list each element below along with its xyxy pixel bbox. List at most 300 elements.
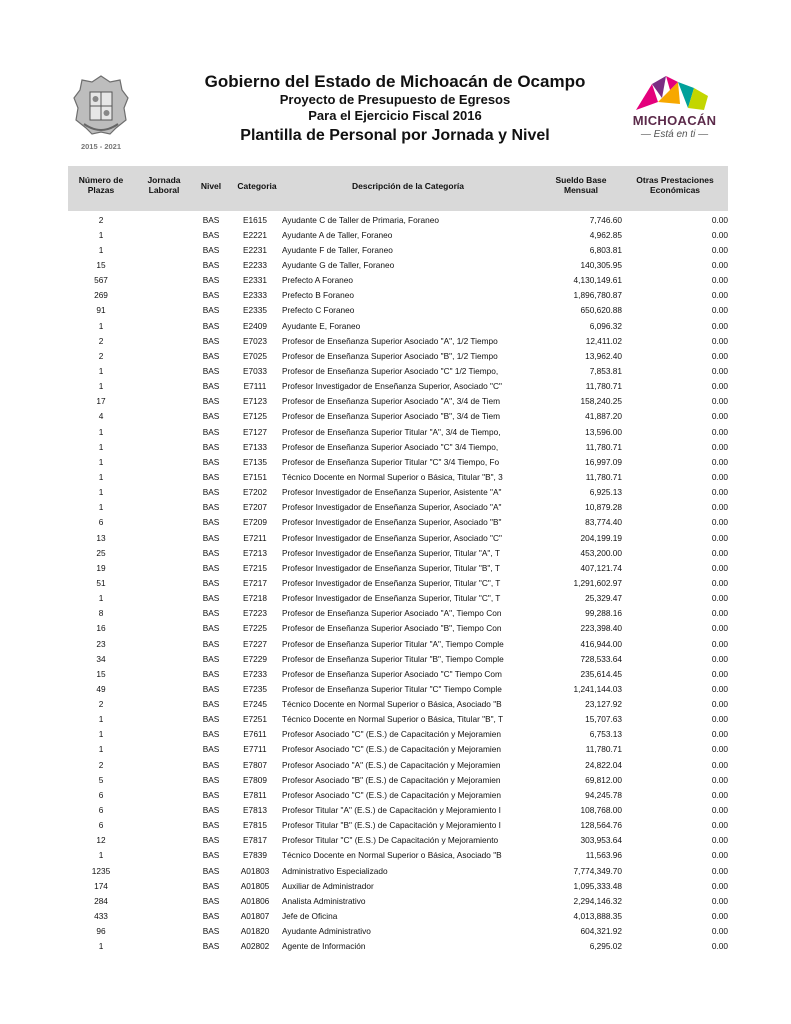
- cell-descripcion: Profesor de Enseñanza Superior Asociado "A", 3/4 de Tiem: [282, 396, 501, 407]
- cell-plazas: 8: [98, 608, 104, 619]
- cell-descripcion: Ayudante C de Taller de Primaria, Foraneo: [282, 214, 439, 225]
- table-row: [68, 515, 728, 530]
- cell-nivel: BAS: [202, 789, 220, 800]
- cell-jornada: [134, 379, 194, 394]
- column-header-sueldo: Sueldo Base Mensual: [555, 175, 607, 195]
- cell-sueldo: 10,879.28: [585, 502, 622, 513]
- column-header-jornada: Jornada Laboral: [147, 175, 181, 195]
- cell-otras: 0.00: [711, 789, 728, 800]
- cell-categoria: E7229: [243, 653, 267, 664]
- cell-descripcion: Auxiliar de Administrador: [282, 880, 374, 891]
- cell-categoria: E7215: [243, 562, 267, 573]
- cell-plazas: 13: [96, 532, 106, 543]
- cell-otras: 0.00: [711, 926, 728, 937]
- cell-otras: 0.00: [711, 683, 728, 694]
- table-row: [68, 606, 728, 621]
- table-row: [68, 439, 728, 454]
- cell-jornada: [134, 500, 194, 515]
- cell-plazas: 15: [96, 259, 106, 270]
- cell-nivel: BAS: [202, 759, 220, 770]
- cell-jornada: [134, 727, 194, 742]
- cell-jornada: [134, 545, 194, 560]
- cell-descripcion: Profesor Titular "B" (E.S.) de Capacitación y Mejoramiento I: [282, 820, 501, 831]
- cell-plazas: 284: [94, 895, 108, 906]
- cell-sueldo: 140,305.95: [580, 259, 622, 270]
- table-row: [68, 454, 728, 469]
- logo-text: MICHOACÁN: [632, 113, 717, 128]
- cell-sueldo: 25,329.47: [585, 593, 622, 604]
- cell-nivel: BAS: [202, 683, 220, 694]
- cell-plazas: 1: [98, 744, 104, 755]
- cell-sueldo: 7,853.81: [589, 365, 622, 376]
- cell-otras: 0.00: [711, 259, 728, 270]
- cell-nivel: BAS: [202, 396, 220, 407]
- cell-jornada: [134, 606, 194, 621]
- cell-descripcion: Profesor Titular "C" (E.S.) De Capacitación y Mejoramiento: [282, 835, 499, 846]
- cell-otras: 0.00: [711, 835, 728, 846]
- cell-sueldo: 6,925.13: [589, 487, 622, 498]
- table-row: [68, 227, 728, 242]
- cell-jornada: [134, 530, 194, 545]
- table-row: [68, 560, 728, 575]
- state-seal-logo: [70, 72, 132, 152]
- cell-sueldo: 4,013,888.35: [573, 911, 622, 922]
- cell-sueldo: 13,596.00: [585, 426, 622, 437]
- table-row: [68, 681, 728, 696]
- cell-sueldo: 128,564.76: [580, 820, 622, 831]
- cell-categoria: E2333: [243, 290, 267, 301]
- table-row: [68, 924, 728, 939]
- table-row: [68, 500, 728, 515]
- cell-categoria: A01820: [240, 926, 270, 937]
- cell-sueldo: 69,812.00: [585, 774, 622, 785]
- table-row: [68, 288, 728, 303]
- cell-categoria: E7223: [243, 608, 267, 619]
- cell-categoria: E7151: [243, 471, 267, 482]
- cell-otras: 0.00: [711, 850, 728, 861]
- cell-descripcion: Profesor Investigador de Enseñanza Superior, Titular "C", T: [282, 577, 501, 588]
- table-row: [68, 712, 728, 727]
- cell-descripcion: Profesor de Enseñanza Superior Titular "B", Tiempo Comple: [282, 653, 504, 664]
- cell-categoria: E7815: [243, 820, 267, 831]
- cell-jornada: [134, 575, 194, 590]
- cell-nivel: BAS: [202, 275, 220, 286]
- table-row: [68, 394, 728, 409]
- cell-plazas: 6: [98, 805, 104, 816]
- cell-jornada: [134, 394, 194, 409]
- cell-jornada: [134, 515, 194, 530]
- cell-otras: 0.00: [711, 456, 728, 467]
- cell-otras: 0.00: [711, 426, 728, 437]
- cell-sueldo: 99,288.16: [585, 608, 622, 619]
- cell-jornada: [134, 651, 194, 666]
- cell-sueldo: 108,768.00: [580, 805, 622, 816]
- document-title: Gobierno del Estado de Michoacán de Ocampo: [204, 72, 586, 91]
- cell-descripcion: Profesor de Enseñanza Superior Asociado "B", Tiempo Con: [282, 623, 502, 634]
- cell-plazas: 1: [98, 365, 104, 376]
- cell-nivel: BAS: [202, 320, 220, 331]
- cell-jornada: [134, 363, 194, 378]
- cell-jornada: [134, 227, 194, 242]
- cell-sueldo: 235,614.45: [580, 668, 622, 679]
- cell-descripcion: Profesor de Enseñanza Superior Asociado "C" 3/4 Tiempo,: [282, 441, 499, 452]
- cell-sueldo: 4,130,149.61: [573, 275, 622, 286]
- cell-jornada: [134, 318, 194, 333]
- cell-otras: 0.00: [711, 880, 728, 891]
- cell-sueldo: 11,780.71: [585, 744, 622, 755]
- cell-descripcion: Administrativo Especializado: [282, 865, 388, 876]
- cell-plazas: 15: [96, 668, 106, 679]
- cell-nivel: BAS: [202, 638, 220, 649]
- cell-nivel: BAS: [202, 699, 220, 710]
- table-row: [68, 469, 728, 484]
- cell-sueldo: 1,291,602.97: [573, 577, 622, 588]
- cell-plazas: 2: [98, 335, 104, 346]
- cell-jornada: [134, 485, 194, 500]
- column-header-otras: Otras Prestaciones Económicas: [636, 175, 714, 195]
- cell-descripcion: Profesor Asociado "C" (E.S.) de Capacitación y Mejoramien: [282, 744, 501, 755]
- document-subtitle-staff: Plantilla de Personal por Jornada y Nivel: [240, 127, 550, 144]
- cell-otras: 0.00: [711, 623, 728, 634]
- cell-nivel: BAS: [202, 593, 220, 604]
- cell-categoria: E2335: [243, 305, 267, 316]
- cell-categoria: A01806: [240, 895, 270, 906]
- table-row: [68, 545, 728, 560]
- table-row: [68, 848, 728, 863]
- cell-sueldo: 15,707.63: [585, 714, 622, 725]
- cell-otras: 0.00: [711, 547, 728, 558]
- cell-sueldo: 416,944.00: [580, 638, 622, 649]
- cell-descripcion: Ayudante Administrativo: [282, 926, 371, 937]
- cell-otras: 0.00: [711, 593, 728, 604]
- cell-descripcion: Profesor Investigador de Enseñanza Superior, Titular "C", T: [282, 593, 501, 604]
- cell-categoria: E7211: [243, 532, 267, 543]
- document-subtitle-fiscal-year: Para el Ejercicio Fiscal 2016: [308, 108, 482, 123]
- cell-plazas: 1: [98, 941, 104, 952]
- cell-nivel: BAS: [202, 350, 220, 361]
- cell-nivel: BAS: [202, 426, 220, 437]
- cell-nivel: BAS: [202, 365, 220, 376]
- cell-plazas: 1: [98, 502, 104, 513]
- staff-table: [68, 212, 728, 954]
- cell-descripcion: Técnico Docente en Normal Superior o Básica, Asociado "B: [282, 699, 502, 710]
- cell-otras: 0.00: [711, 502, 728, 513]
- cell-descripcion: Profesor Investigador de Enseñanza Superior, Asistente "A": [282, 487, 502, 498]
- table-row: [68, 621, 728, 636]
- table-row: [68, 409, 728, 424]
- cell-categoria: E7025: [243, 350, 267, 361]
- cell-sueldo: 453,200.00: [580, 547, 622, 558]
- cell-otras: 0.00: [711, 744, 728, 755]
- cell-sueldo: 41,887.20: [585, 411, 622, 422]
- table-row: [68, 273, 728, 288]
- cell-plazas: 91: [96, 305, 106, 316]
- cell-otras: 0.00: [711, 471, 728, 482]
- cell-categoria: E7209: [243, 517, 267, 528]
- cell-categoria: E7123: [243, 396, 267, 407]
- cell-categoria: E1615: [243, 214, 267, 225]
- cell-descripcion: Profesor Investigador de Enseñanza Superior, Titular "A", T: [282, 547, 500, 558]
- cell-plazas: 12: [96, 835, 106, 846]
- cell-otras: 0.00: [711, 305, 728, 316]
- cell-nivel: BAS: [202, 259, 220, 270]
- table-row: [68, 348, 728, 363]
- cell-categoria: E2231: [243, 244, 267, 255]
- cell-plazas: 1: [98, 714, 104, 725]
- table-row: [68, 379, 728, 394]
- table-row: [68, 257, 728, 272]
- cell-plazas: 17: [96, 396, 106, 407]
- cell-nivel: BAS: [202, 623, 220, 634]
- cell-sueldo: 7,774,349.70: [573, 865, 622, 876]
- column-header-plazas: Número de Plazas: [78, 175, 124, 195]
- cell-otras: 0.00: [711, 608, 728, 619]
- cell-descripcion: Profesor Asociado "B" (E.S.) de Capacitación y Mejoramien: [282, 774, 501, 785]
- cell-descripcion: Agente de Información: [282, 941, 366, 952]
- cell-plazas: 1235: [91, 865, 111, 876]
- table-row: [68, 636, 728, 651]
- cell-categoria: E7033: [243, 365, 267, 376]
- cell-sueldo: 11,780.71: [585, 471, 622, 482]
- cell-jornada: [134, 833, 194, 848]
- cell-plazas: 174: [94, 880, 108, 891]
- cell-nivel: BAS: [202, 577, 220, 588]
- cell-descripcion: Analista Administrativo: [282, 895, 366, 906]
- cell-nivel: BAS: [202, 608, 220, 619]
- cell-nivel: BAS: [202, 729, 220, 740]
- cell-jornada: [134, 288, 194, 303]
- cell-sueldo: 204,199.19: [580, 532, 622, 543]
- cell-sueldo: 13,962.40: [585, 350, 622, 361]
- table-row: [68, 939, 728, 954]
- cell-jornada: [134, 666, 194, 681]
- table-row: [68, 424, 728, 439]
- cell-nivel: BAS: [202, 714, 220, 725]
- cell-jornada: [134, 560, 194, 575]
- cell-jornada: [134, 757, 194, 772]
- cell-sueldo: 1,095,333.48: [573, 880, 622, 891]
- cell-descripcion: Jefe de Oficina: [282, 911, 338, 922]
- cell-descripcion: Profesor Investigador de Enseñanza Superior, Asociado "C": [282, 532, 502, 543]
- cell-nivel: BAS: [202, 214, 220, 225]
- cell-descripcion: Técnico Docente en Normal Superior o Básica, Titular "B", T: [282, 714, 504, 725]
- cell-nivel: BAS: [202, 471, 220, 482]
- cell-descripcion: Profesor de Enseñanza Superior Asociado "B", 1/2 Tiempo: [282, 350, 498, 361]
- cell-jornada: [134, 772, 194, 787]
- cell-otras: 0.00: [711, 911, 728, 922]
- cell-descripcion: Profesor Investigador de Enseñanza Superior, Asociado "A": [282, 502, 502, 513]
- cell-otras: 0.00: [711, 320, 728, 331]
- cell-categoria: E2221: [243, 229, 267, 240]
- table-row: [68, 303, 728, 318]
- table-row: [68, 651, 728, 666]
- cell-otras: 0.00: [711, 714, 728, 725]
- cell-jornada: [134, 257, 194, 272]
- cell-jornada: [134, 924, 194, 939]
- cell-otras: 0.00: [711, 396, 728, 407]
- cell-otras: 0.00: [711, 532, 728, 543]
- cell-sueldo: 303,953.64: [580, 835, 622, 846]
- cell-plazas: 49: [96, 683, 106, 694]
- cell-descripcion: Profesor Titular "A" (E.S.) de Capacitación y Mejoramiento I: [282, 805, 501, 816]
- cell-categoria: E7811: [243, 789, 267, 800]
- cell-nivel: BAS: [202, 941, 220, 952]
- cell-plazas: 1: [98, 441, 104, 452]
- cell-nivel: BAS: [202, 668, 220, 679]
- cell-descripcion: Profesor de Enseñanza Superior Asociado "B", 3/4 de Tiem: [282, 411, 501, 422]
- cell-plazas: 2: [98, 759, 104, 770]
- cell-plazas: 51: [96, 577, 106, 588]
- cell-descripcion: Profesor Asociado "C" (E.S.) de Capacitación y Mejoramien: [282, 789, 501, 800]
- cell-jornada: [134, 636, 194, 651]
- cell-jornada: [134, 908, 194, 923]
- cell-sueldo: 4,962.85: [589, 229, 622, 240]
- cell-sueldo: 1,896,780.87: [573, 290, 622, 301]
- cell-plazas: 6: [98, 820, 104, 831]
- cell-plazas: 2: [98, 350, 104, 361]
- cell-jornada: [134, 697, 194, 712]
- logo-tagline: — Está en ti —: [640, 129, 709, 140]
- cell-descripcion: Prefecto B Foraneo: [282, 290, 354, 301]
- table-row: [68, 530, 728, 545]
- cell-nivel: BAS: [202, 880, 220, 891]
- cell-categoria: E7111: [243, 381, 267, 392]
- cell-categoria: E7809: [243, 774, 267, 785]
- cell-nivel: BAS: [202, 547, 220, 558]
- cell-nivel: BAS: [202, 290, 220, 301]
- cell-descripcion: Profesor de Enseñanza Superior Asociado "C" Tiempo Com: [282, 668, 502, 679]
- cell-plazas: 1: [98, 487, 104, 498]
- cell-jornada: [134, 409, 194, 424]
- cell-nivel: BAS: [202, 411, 220, 422]
- cell-plazas: 1: [98, 456, 104, 467]
- cell-jornada: [134, 818, 194, 833]
- cell-otras: 0.00: [711, 699, 728, 710]
- table-row: [68, 878, 728, 893]
- cell-nivel: BAS: [202, 456, 220, 467]
- cell-categoria: A01807: [240, 911, 270, 922]
- table-row: [68, 863, 728, 878]
- cell-categoria: E7023: [243, 335, 267, 346]
- cell-nivel: BAS: [202, 517, 220, 528]
- cell-plazas: 34: [96, 653, 106, 664]
- table-row: [68, 908, 728, 923]
- cell-sueldo: 407,121.74: [580, 562, 622, 573]
- cell-sueldo: 6,295.02: [589, 941, 622, 952]
- cell-sueldo: 223,398.40: [580, 623, 622, 634]
- document-subtitle-budget: Proyecto de Presupuesto de Egresos: [279, 92, 511, 107]
- cell-categoria: E2331: [243, 275, 267, 286]
- cell-sueldo: 83,774.40: [585, 517, 622, 528]
- cell-categoria: E2409: [243, 320, 267, 331]
- table-row: [68, 318, 728, 333]
- cell-otras: 0.00: [711, 759, 728, 770]
- table-row: [68, 893, 728, 908]
- cell-plazas: 16: [96, 623, 106, 634]
- cell-plazas: 96: [96, 926, 106, 937]
- cell-sueldo: 24,822.04: [585, 759, 622, 770]
- cell-nivel: BAS: [202, 532, 220, 543]
- cell-nivel: BAS: [202, 774, 220, 785]
- cell-jornada: [134, 712, 194, 727]
- cell-sueldo: 6,753.13: [589, 729, 622, 740]
- cell-nivel: BAS: [202, 865, 220, 876]
- cell-jornada: [134, 424, 194, 439]
- cell-sueldo: 604,321.92: [580, 926, 622, 937]
- cell-otras: 0.00: [711, 441, 728, 452]
- cell-sueldo: 6,096.32: [589, 320, 622, 331]
- table-row: [68, 212, 728, 227]
- cell-categoria: A01803: [240, 865, 270, 876]
- cell-descripcion: Profesor de Enseñanza Superior Asociado "A", 1/2 Tiempo: [282, 335, 498, 346]
- cell-nivel: BAS: [202, 911, 220, 922]
- cell-descripcion: Profesor Asociado "A" (E.S.) de Capacitación y Mejoramien: [282, 759, 501, 770]
- cell-jornada: [134, 878, 194, 893]
- cell-categoria: E7711: [243, 744, 267, 755]
- cell-plazas: 23: [96, 638, 106, 649]
- cell-jornada: [134, 848, 194, 863]
- cell-otras: 0.00: [711, 350, 728, 361]
- cell-categoria: E7813: [243, 805, 267, 816]
- cell-jornada: [134, 469, 194, 484]
- cell-categoria: E2233: [243, 259, 267, 270]
- cell-sueldo: 23,127.92: [585, 699, 622, 710]
- cell-jornada: [134, 787, 194, 802]
- cell-plazas: 6: [98, 517, 104, 528]
- cell-jornada: [134, 802, 194, 817]
- cell-jornada: [134, 681, 194, 696]
- cell-descripcion: Ayudante F de Taller, Foraneo: [282, 244, 393, 255]
- table-row: [68, 333, 728, 348]
- cell-plazas: 1: [98, 729, 104, 740]
- cell-plazas: 567: [94, 275, 108, 286]
- cell-categoria: E7133: [243, 441, 267, 452]
- column-header-categoria: Categoria: [237, 181, 277, 191]
- cell-otras: 0.00: [711, 411, 728, 422]
- cell-descripcion: Prefecto C Foraneo: [282, 305, 355, 316]
- cell-descripcion: Profesor de Enseñanza Superior Titular "A", 3/4 de Tiempo,: [282, 426, 501, 437]
- cell-descripcion: Profesor Investigador de Enseñanza Superior, Asociado "C": [282, 381, 502, 392]
- cell-plazas: 25: [96, 547, 106, 558]
- cell-plazas: 1: [98, 244, 104, 255]
- cell-descripcion: Ayudante E, Foraneo: [282, 320, 361, 331]
- cell-sueldo: 7,746.60: [589, 214, 622, 225]
- cell-otras: 0.00: [711, 214, 728, 225]
- table-row: [68, 742, 728, 757]
- cell-plazas: 6: [98, 789, 104, 800]
- cell-sueldo: 728,533.64: [580, 653, 622, 664]
- cell-jornada: [134, 863, 194, 878]
- cell-plazas: 269: [94, 290, 108, 301]
- table-row: [68, 818, 728, 833]
- cell-jornada: [134, 212, 194, 227]
- cell-sueldo: 11,780.71: [585, 381, 622, 392]
- cell-descripcion: Profesor de Enseñanza Superior Titular "C" 3/4 Tiempo, Fo: [282, 456, 500, 467]
- cell-otras: 0.00: [711, 668, 728, 679]
- cell-jornada: [134, 273, 194, 288]
- cell-otras: 0.00: [711, 820, 728, 831]
- cell-otras: 0.00: [711, 805, 728, 816]
- seal-years: 2015 - 2021: [80, 142, 122, 151]
- cell-otras: 0.00: [711, 895, 728, 906]
- cell-nivel: BAS: [202, 441, 220, 452]
- cell-descripcion: Ayudante G de Taller, Foraneo: [282, 259, 395, 270]
- cell-categoria: E7251: [243, 714, 267, 725]
- cell-plazas: 1: [98, 850, 104, 861]
- table-row: [68, 833, 728, 848]
- cell-jornada: [134, 939, 194, 954]
- cell-descripcion: Prefecto A Foraneo: [282, 275, 354, 286]
